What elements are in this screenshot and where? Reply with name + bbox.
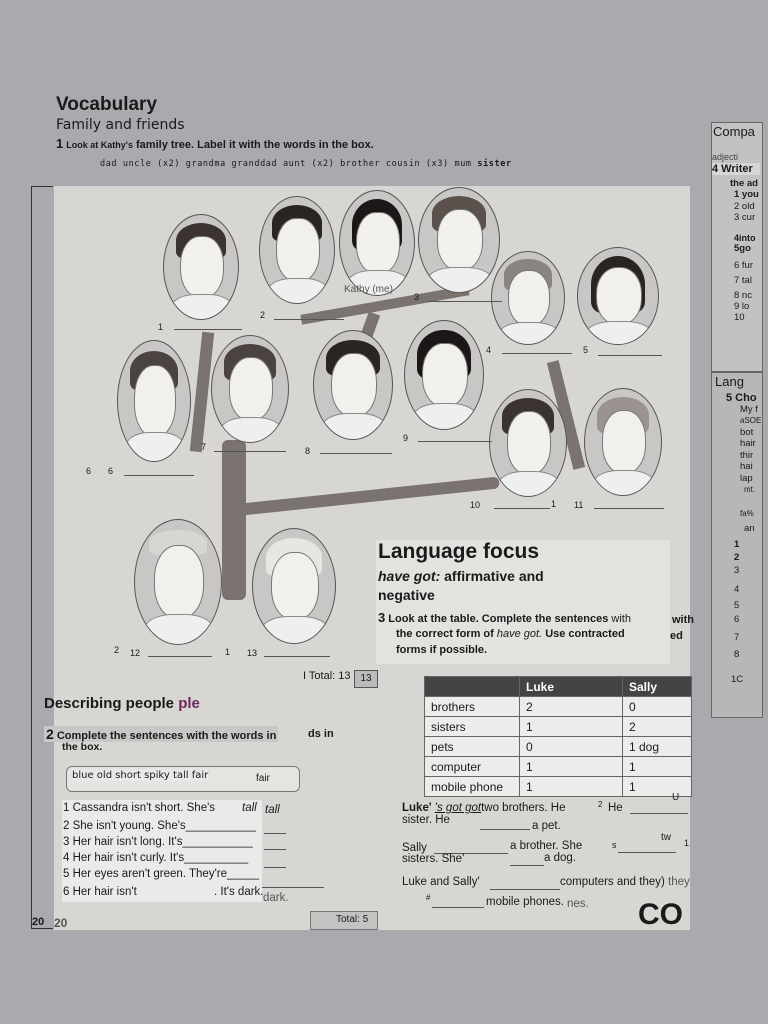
sidebar-line: 3 cur [734, 212, 756, 223]
portrait-mum [211, 335, 289, 443]
table-cell: computer [425, 757, 520, 777]
sidebar-line: 2 [734, 552, 740, 563]
instruction-line2: the box. [62, 741, 103, 753]
sentence-tail-2: dark. [263, 892, 289, 904]
table-cell: 1 [520, 777, 623, 797]
lf-sentence: a brother. She [510, 840, 583, 852]
section-subtitle: Family and friends [56, 117, 185, 133]
sidebar-line: 10 [734, 312, 745, 323]
sidebar-line: mt. [744, 485, 756, 494]
tree-label: 10 [470, 500, 481, 510]
word-box-text: blue old short spiky tall fair [72, 770, 209, 781]
right-margin-tw: tw [661, 832, 671, 843]
table-row [425, 757, 692, 777]
word-box-bold: sister [477, 159, 512, 169]
right-margin-1: 1 [684, 838, 690, 848]
sidebar-line: hair [740, 438, 756, 449]
answer-line[interactable] [494, 507, 550, 509]
table-cell: brothers [425, 697, 520, 717]
sentence-answer[interactable]: tall [242, 802, 257, 814]
right-margin-s: s [612, 840, 617, 850]
exercise-1-instruction [56, 136, 374, 151]
title-text: Describing people [44, 695, 175, 712]
sidebar-line: 8 [734, 649, 740, 660]
table-row [425, 777, 692, 797]
describing-people-title [44, 695, 200, 712]
publisher-logo: CO [638, 898, 683, 931]
lf-hash: # [426, 893, 431, 902]
answer-line[interactable] [264, 848, 286, 850]
instruction-line1-tail: with [611, 613, 631, 625]
have-got-italic: have got: [378, 568, 441, 584]
subtitle-rest: affirmative and [444, 568, 544, 584]
overflow-with: with [672, 614, 694, 626]
lf-sentence-luke: Luke' [402, 802, 432, 814]
sidebar-line: adjecti [712, 152, 739, 162]
sidebar-line: 2 old [734, 201, 755, 212]
exercise-number: 3 [378, 610, 386, 625]
answer-line[interactable] [264, 655, 330, 657]
table-cell: 1 [520, 717, 623, 737]
portrait-aunt [259, 196, 335, 304]
describing-sentence: 4 Her hair isn't curly. It's__________ [63, 852, 249, 864]
instruction-small: Look at Kathy's [66, 140, 133, 150]
sidebar-line: 4into [734, 233, 756, 243]
language-focus-subtitle [378, 568, 544, 584]
sidebar-line: My f [740, 404, 758, 415]
lf-sentence [402, 802, 565, 814]
portrait-dad [117, 340, 191, 462]
table-cell: 1 [623, 757, 692, 777]
answer-line[interactable] [598, 354, 662, 356]
portrait-cousin-girl [577, 247, 659, 345]
table-cell: sisters [425, 717, 520, 737]
have-got-table [424, 676, 692, 797]
describing-sentence: 2 She isn't young. She's___________ [63, 820, 257, 832]
language-focus-title: Language focus [378, 540, 540, 563]
tree-label: 9 [403, 433, 409, 443]
sidebar-line: 1 [734, 539, 740, 550]
sidebar-line: 4 [734, 584, 740, 595]
sidebar-line: 5 [734, 600, 740, 611]
sidebar-line: 4 Writer [712, 163, 760, 175]
sidebar-line: hai [740, 461, 753, 472]
lf-sentence: sister. He [402, 814, 450, 826]
answer-line[interactable] [264, 832, 286, 834]
table-header: Sally [623, 677, 692, 697]
lf-sentence-tail: nes. [567, 898, 589, 910]
table-cell: 2 [520, 697, 623, 717]
answer-line[interactable] [490, 888, 560, 890]
table-row [425, 697, 692, 717]
page-number-left: 20 [32, 916, 45, 928]
answer-line[interactable] [148, 655, 212, 657]
portrait-bearded-man [489, 389, 567, 497]
sidebar-line: 7 [734, 632, 740, 643]
table-header [425, 677, 520, 697]
tree-label: 2 [114, 645, 120, 655]
exercise-2-instruction [44, 726, 278, 742]
left-margin-line [31, 186, 32, 928]
title-tail: ple [178, 695, 200, 712]
sidebar-line: lap [740, 473, 753, 484]
answer-line[interactable] [124, 474, 194, 476]
instruction-line1-tail: ds in [308, 728, 334, 740]
table-header: Luke [520, 677, 623, 697]
sidebar-line: 3 [734, 565, 740, 576]
lf-sentence: a pet. [532, 820, 561, 832]
answer-line[interactable] [214, 450, 286, 452]
total-score-label: I Total: 13 [303, 670, 351, 682]
describing-sentence: 5 Her eyes aren't green. They're_____ [63, 868, 259, 880]
portrait-cousin-boy [491, 251, 565, 345]
table-cell: pets [425, 737, 520, 757]
portrait-kathy [339, 190, 415, 296]
answer-line[interactable] [274, 318, 344, 320]
instruction-line2a: the correct form of [396, 628, 494, 640]
word-box-text: dad uncle (x2) grandma granddad aunt (x2) brother cousin (x3) mum [100, 159, 472, 169]
exercise-number: 2 [46, 726, 54, 742]
lf-sentence: mobile phones. [486, 896, 564, 908]
exercise-3-line2 [396, 628, 625, 640]
sidebar-line: aSOE [740, 416, 762, 425]
sidebar-line: 8 nc [734, 290, 752, 301]
tree-label: 6 [86, 466, 92, 476]
next-page-title: Compa [713, 124, 755, 139]
lf-sentence: they [668, 876, 690, 888]
tree-label: 4 [486, 345, 492, 355]
lf-sentence-he: He [608, 802, 623, 814]
answer-line[interactable] [618, 851, 676, 853]
sidebar-line: the ad [730, 178, 758, 189]
instruction-line1: Complete the sentences with the words in [56, 730, 277, 742]
table-row [425, 717, 692, 737]
tree-label: 6 [108, 466, 114, 476]
sentence-answer-tail: tall [265, 804, 280, 816]
sidebar-line: 5go [734, 243, 751, 254]
instruction-text: family tree. Label it with the words in the box. [136, 139, 374, 151]
language-focus-subtitle-line2: negative [378, 587, 435, 603]
lf-sentence: computers and they) [560, 876, 665, 888]
page-number: 20 [54, 916, 68, 930]
tree-label: 7 [201, 442, 207, 452]
portrait-grandma [252, 528, 336, 644]
exercise-3-instruction [378, 610, 678, 627]
sidebar-line: bot [740, 427, 754, 438]
tree-label: 1 [551, 499, 557, 509]
sentence-tail: . It's dark. [214, 886, 264, 898]
tree-label: 11 [574, 500, 584, 510]
left-margin-tick [31, 186, 53, 187]
table-header-row [425, 677, 692, 697]
portrait-uncle [163, 214, 239, 320]
lf-sentence: a dog. [544, 852, 576, 864]
describing-sentence: 1 Cassandra isn't short. She's [63, 802, 216, 814]
exercise-3-line3: forms if possible. [396, 644, 488, 656]
lf-sentence: Luke and Sally' [402, 876, 480, 888]
answer-line[interactable] [262, 886, 324, 888]
sidebar-line: 1 you [734, 189, 759, 200]
table-cell: 0 [520, 737, 623, 757]
section-title: Vocabulary [56, 94, 158, 115]
tree-label: 8 [305, 446, 311, 456]
word-box-family [100, 159, 512, 169]
answer-line[interactable] [432, 906, 484, 908]
sidebar-line: 6 fur [734, 260, 754, 271]
answer-line[interactable] [418, 440, 492, 442]
right-margin-u: U [672, 792, 680, 803]
tree-label: 5 [583, 345, 589, 355]
sidebar-line: 5 Cho [726, 392, 757, 404]
answer-line[interactable] [502, 352, 572, 354]
lf-sentence: Sally [402, 842, 427, 854]
lf-answer[interactable]: 's got got [434, 802, 482, 814]
page-number-underline [31, 928, 53, 929]
answer-line[interactable] [630, 812, 688, 814]
lf-sentence-rest: two brothers. He [481, 802, 566, 814]
tree-label: 1 [158, 322, 164, 332]
total-score-label-2: Total: 5 [336, 914, 369, 925]
instruction-italic: have got. [496, 628, 543, 640]
tree-label: 12 [130, 648, 141, 658]
instruction-line1: Look at the table. Complete the sentences [388, 613, 609, 625]
portrait-woman-glasses [584, 388, 662, 496]
table-cell: mobile phone [425, 777, 520, 797]
answer-line[interactable] [510, 864, 544, 866]
right-margin-sup2: 2 [598, 800, 603, 809]
total-score-box: 13 [354, 670, 378, 688]
table-cell: 1 dog [623, 737, 692, 757]
portrait-granddad [134, 519, 222, 645]
next-page-title-2: Lang [715, 374, 744, 389]
tree-trunk [222, 440, 246, 600]
instruction-line2b: Use contracted [545, 628, 625, 640]
tree-label: 13 [247, 648, 258, 658]
sidebar-line: fa% [740, 509, 754, 518]
describing-sentence: 6 Her hair isn't [63, 886, 137, 898]
answer-line[interactable] [428, 300, 502, 302]
table-cell: 1 [520, 757, 623, 777]
table-cell: 0 [623, 697, 692, 717]
portrait-uncle-2 [313, 330, 393, 440]
answer-line[interactable] [320, 452, 392, 454]
sidebar-line: an [744, 523, 755, 534]
word-box-tail: fair [256, 773, 270, 784]
table-row [425, 737, 692, 757]
sidebar-line: 6 [734, 614, 740, 625]
overflow-ed: ed [670, 630, 683, 642]
portrait-aunt-2 [404, 320, 484, 430]
table-cell: 1 [623, 777, 692, 797]
describing-sentence: 3 Her hair isn't long. It's___________ [63, 836, 253, 848]
tree-label: 2 [260, 310, 266, 320]
sidebar-line: 1C [731, 674, 744, 685]
sidebar-line: 9 lo [734, 301, 750, 312]
tree-label: 1 [225, 647, 231, 657]
lf-sentence: sisters. She' [402, 853, 465, 865]
sidebar-line: 7 tal [734, 275, 752, 286]
answer-line[interactable] [264, 866, 286, 868]
answer-line[interactable] [174, 328, 242, 330]
portrait-brother [418, 187, 500, 293]
exercise-number: 1 [56, 136, 64, 151]
sidebar-line: thir [740, 450, 754, 461]
kathy-label: Kathy (me) [344, 284, 393, 295]
answer-line[interactable] [480, 828, 530, 830]
table-cell: 2 [623, 717, 692, 737]
tree-label: 3 [414, 292, 420, 302]
answer-line[interactable] [594, 507, 664, 509]
